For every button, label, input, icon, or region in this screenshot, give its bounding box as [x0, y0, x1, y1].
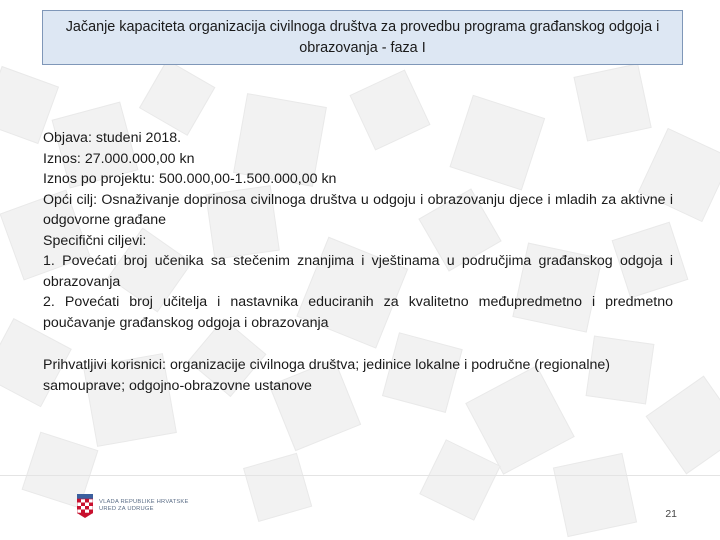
logo-line-2: URED ZA UDRUGE	[99, 506, 154, 512]
specificni-cilj-1: 1. Povećati broj učenika sa stečenim znanjima i vještinama u područjima građanskog odgoja i obrazovanja	[43, 253, 673, 290]
croatian-coat-of-arms-icon	[77, 494, 93, 518]
footer-divider	[0, 475, 720, 476]
opci-cilj-value: Osnaživanje doprinosa civilnoga društva u odgoju i obrazovanju djece i mladih za aktivne i odgovorne građane	[43, 191, 673, 228]
objava-label: Objava:	[43, 130, 92, 146]
government-logo	[77, 494, 189, 518]
iznos-po-projektu-value: 500.000,00-1.500.000,00 kn	[158, 171, 337, 187]
prihvatljivi-label: Prihvatljivi korisnici:	[43, 357, 166, 373]
opci-cilj-label: Opći cilj:	[43, 191, 98, 208]
slide-content	[43, 128, 673, 396]
objava-line	[43, 128, 673, 149]
iznos-label: Iznos:	[43, 150, 81, 167]
prihvatljivi-korisnici-line	[43, 355, 673, 396]
iznos-value: 27.000.000,00 kn	[84, 150, 195, 167]
specificni-ciljevi-label: Specifični ciljevi:	[43, 232, 147, 249]
prihvatljivi-value: organizacije civilnoga društva; jedinice lokalne i područne (regionalne) samouprave; odgojno-obrazovne ustanove	[43, 357, 611, 394]
specificni-cilj-2: 2. Povećati broj učitelja i nastavnika educiranih za kvalitetno međupredmetno i predmetno poučavanje građanskog odgoja i obrazovanja	[43, 294, 673, 331]
page-number: 21	[665, 508, 677, 520]
slide-title-text: Jačanje kapaciteta organizacija civilnoga društva za provedbu programa građanskog odgoja i obrazovanja - faza I	[65, 18, 660, 56]
opci-cilj-line	[43, 190, 673, 231]
slide-title	[42, 10, 683, 65]
iznos-po-projektu-line	[43, 169, 673, 190]
logo-line-1: VLADA REPUBLIKE HRVATSKE	[99, 499, 189, 505]
iznos-po-projektu-label: Iznos po projektu:	[43, 171, 155, 187]
iznos-line	[43, 149, 673, 170]
objava-value: studeni 2018.	[95, 130, 182, 146]
